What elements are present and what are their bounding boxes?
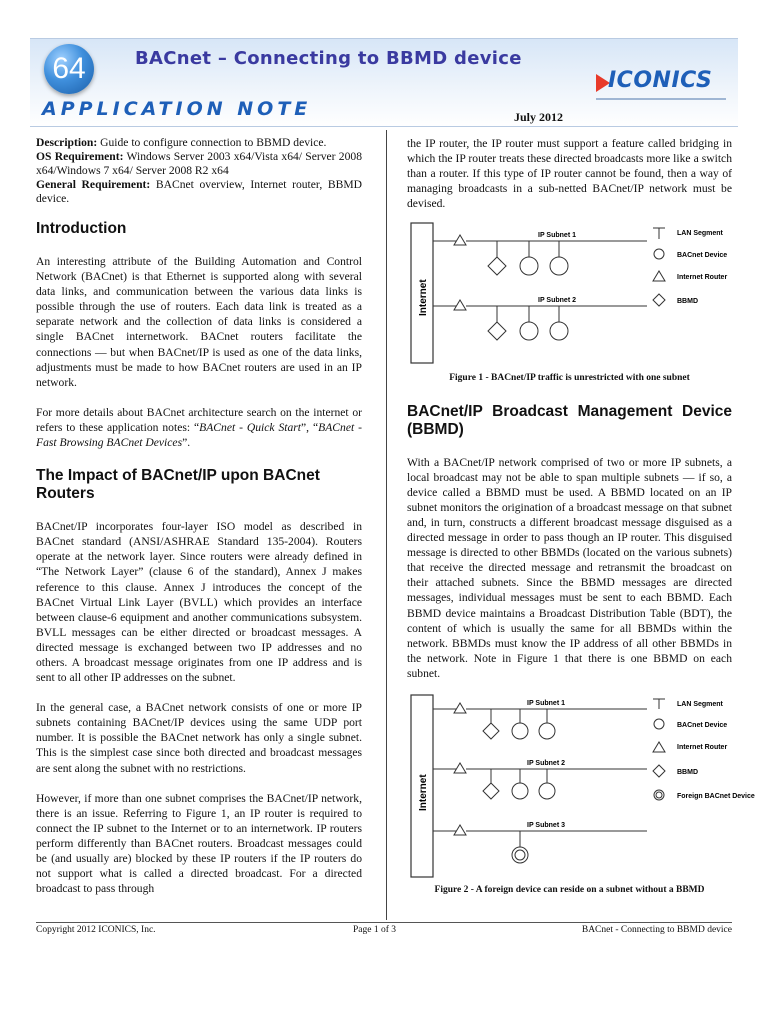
internet-router-icon [653,271,665,281]
footer-copyright: Copyright 2012 ICONICS, Inc. [36,925,156,935]
internet-router-icon [454,703,466,713]
meta-description: Description: Guide to configure connection to BBMD device. [36,136,327,149]
company-logo: ICONICS [608,68,713,93]
subnet-label: IP Subnet 2 [538,297,576,305]
internet-router-icon [653,742,665,752]
intro-paragraph-2: For more details about BACnet architecture search on the internet or refers to these application notes: “BACnet - Quick Start”, “BACnet - Fast Browsing BACnet Devices”. [36,405,362,450]
bacnet-device-icon [520,257,538,275]
subnet-label: IP Subnet 2 [527,759,565,767]
bacnet-device-icon [520,322,538,340]
page-footer [36,922,732,935]
bbmd-icon [488,257,506,275]
app-note-number-badge: 64 [44,44,94,94]
figure-2-diagram [407,693,755,881]
bacnet-device-icon [539,783,555,799]
bacnet-device-icon [550,257,568,275]
intro-paragraph-1: An interesting attribute of the Building Automation and Control Network (BACnet) is that Ethernet is supported along with several data links, and communication between the various data links is possible through the use of routers. Each data link is treated as a separate network and the collection of data links is considered a single BACnet internetwork. BACnet routers facilitate the connections — but when BACnet/IP is used as one of the data links, adjustments must be made to how BACnet routers are used in an IP network. [36,255,362,389]
svg-text:Foreign BACnet Device: Foreign BACnet Device [677,792,755,800]
svg-text:LAN Segment: LAN Segment [677,700,723,708]
svg-text:LAN Segment: LAN Segment [677,230,723,238]
subnet-label: IP Subnet 3 [527,821,565,829]
subnet-label: IP Subnet 1 [527,699,565,707]
document-title: BACnet – Connecting to BBMD device [135,48,522,69]
figure-1-diagram [407,221,732,369]
application-note-label: APPLICATION NOTE [42,98,312,120]
svg-text:BACnet Device: BACnet Device [677,721,728,729]
figure-1-legend [653,228,727,306]
bacnet-device-icon [550,322,568,340]
svg-text:Internet Router: Internet Router [677,743,728,751]
bbmd-icon [488,322,506,340]
logo-underline [596,98,726,100]
bbmd-paragraph: With a BACnet/IP network comprised of two or more IP subnets, a local broadcast may not be able to span multiple subnets — if so, a device called a BBMD must be used. A BBMD located on an IP subnet monitors the origination of a broadcast message on that subnet and, in turn, constructs a different broadcast message disguised as a directed message in order to pass though an IP router. This disguised message is directed to other BBMDs (located on the various subnets) that receive the directed message and retransmit the broadcast on their attached subnets. Since the BBMD messages are directed messages, individual messages must be sent to each BBMD. Each BBMD device maintains a Broadcast Distribution Table (BDT), the content of which is usually the same for all BBMDs within the network. BBMDs must know the IP address of all other BBMDs in the network. Note in Figure 1 that there is one BBMD on each subnet. [407,455,732,680]
svg-text:BACnet Device: BACnet Device [677,252,728,260]
internet-router-icon [454,825,466,835]
internet-router-icon [454,235,466,245]
document-meta [36,136,362,206]
svg-text:BBMD: BBMD [677,768,698,776]
right-column [407,136,755,898]
bbmd-icon [483,783,499,799]
left-column [36,136,362,896]
svg-text:BBMD: BBMD [677,298,698,306]
column-divider [386,130,387,920]
footer-page-number: Page 1 of 3 [353,925,397,935]
bbmd-icon [653,765,665,777]
meta-os-requirement: OS Requirement: Windows Server 2003 x64/Vista x64/ Server 2008 x64/Windows 7 x64/ Server 2008 R2 x64 [36,150,362,177]
footer-document-title: BACnet - Connecting to BBMD device [581,925,732,935]
publication-date: July 2012 [514,110,564,124]
meta-general-requirement: General Requirement: BACnet overview, Internet router, BBMD device. [36,178,362,205]
internet-router-icon [454,763,466,773]
heading-impact: The Impact of BACnet/IP upon BACnet Routers [36,467,320,503]
figure-2-legend [653,699,755,800]
impact-paragraph-3: However, if more than one subnet comprises the BACnet/IP network, there is an issue. Referring to Figure 1, an IP router is required to connect the IP subnet to the Internet or to an internetwork. IP routers perform differently than BACnet routers. Broadcast messages could be (and usually are) blocked by these IP routers if the IP routers do not support what is called a directed broadcast. For a directed broadcast to pass through [36,791,362,896]
header-rule [30,126,738,127]
subnet-label: IP Subnet 1 [538,232,576,240]
svg-text:Internet Router: Internet Router [677,274,728,282]
continued-paragraph: the IP router, the IP router must support a feature called bridging in which the IP router treats these directed broadcasts more like a switch than a router. If this type of IP router cannot be found, then a way of managing broadcasts in a sub-netted BACnet/IP network must be devised. [407,137,732,211]
bacnet-device-icon [512,723,528,739]
impact-paragraph-2: In the general case, a BACnet network consists of one or more IP subnets containing BACnet/IP devices using the same UDP port number. It is possible the BACnet network has only a single subnet. This is the simplest case since both directed and broadcast messages are sent along the subnet with no restrictions. [36,701,362,775]
internet-router-icon [454,300,466,310]
internet-label: Internet [418,774,429,811]
bacnet-device-icon [512,783,528,799]
figure-1-caption: Figure 1 - BACnet/IP traffic is unrestricted with one subnet [449,373,690,384]
bacnet-device-icon [539,723,555,739]
bacnet-device-icon [654,249,664,259]
bacnet-device-icon [654,719,664,729]
heading-introduction: Introduction [36,220,127,237]
bbmd-icon [653,294,665,306]
figure-2-caption: Figure 2 - A foreign device can reside on a subnet without a BBMD [434,884,705,895]
internet-label: Internet [418,279,429,317]
bbmd-icon [483,723,499,739]
heading-bbmd: BACnet/IP Broadcast Management Device (BBMD) [407,402,732,438]
impact-paragraph-1: BACnet/IP incorporates four-layer ISO model as described in BACnet standard (ANSI/ASHRAE Standard 135-2004). Routers operate at the network layer. Since routers were already defined in “The Network Layer” (clause 6 of the standard), Annex J makes reference to this clause. Annex J introduces the concept of the BACnet Virtual Link Layer (BVLL) which provides an interface between clause-6 equipment and another communications subsystem. BVLL messages can be either directed or broadcast messages. A directed message is exchanged between two IP addresses and no others. A broadcast message originates from one IP address and is sent to all other IP addresses on the subnet. [36,520,362,685]
